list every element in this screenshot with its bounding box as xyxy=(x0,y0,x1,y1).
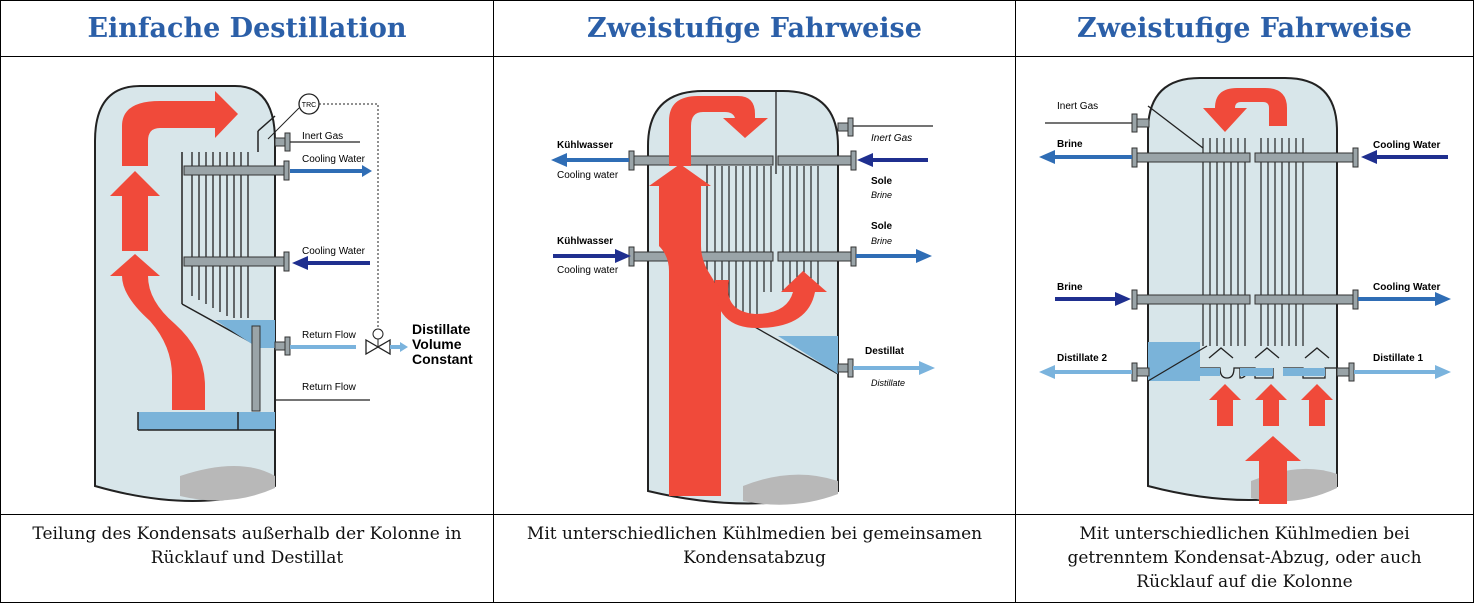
brine-1-label: Brine xyxy=(871,190,893,200)
kuehlwasser-2-label: Kühlwasser xyxy=(557,236,614,247)
cooling-water-2-label: Cooling Water xyxy=(302,246,365,257)
cooler-header-bottom-left xyxy=(1137,295,1250,304)
inert-gas-label: Inert Gas xyxy=(1057,101,1099,112)
panel-3-caption xyxy=(1015,514,1474,603)
return-flow-1-label: Return Flow xyxy=(302,330,356,341)
cooling-water-2-label: Cooling Water xyxy=(1373,282,1441,293)
cooler-header-top-right xyxy=(778,156,853,165)
inert-gas-label: Inert Gas xyxy=(302,131,344,142)
trc-label: TRC xyxy=(301,102,317,109)
distillate-label: Distillate xyxy=(871,378,906,388)
panel-3-title: Zweistufige Fahrweise xyxy=(1077,12,1412,44)
cooling-water-1-label: Cooling water xyxy=(557,170,619,181)
inert-gas-label: Inert Gas xyxy=(871,133,913,144)
cooler-header-top-right xyxy=(1255,153,1353,162)
panel-2-caption-line-2: Kondensatabzug xyxy=(683,548,826,568)
distillate-label-1: Distillate xyxy=(412,321,471,337)
return-flow-2-label: Return Flow xyxy=(302,382,356,393)
panel-3-caption-line-1: Mit unterschiedlichen Kühlmedien bei xyxy=(1079,524,1410,544)
distillate-1-label: Distillate 1 xyxy=(1373,353,1424,364)
cooling-water-2-label: Cooling water xyxy=(557,265,619,276)
distillate-2-liquid xyxy=(1148,342,1200,381)
vessel-body xyxy=(1148,78,1337,500)
cooler-header-top xyxy=(184,166,284,175)
panel-1-caption-line-2: Rücklauf und Destillat xyxy=(150,548,344,568)
cooler-header-bottom-right xyxy=(778,252,853,261)
panel-3-diagram xyxy=(1015,56,1474,514)
panel-3-caption-line-3: Rücklauf auf die Kolonne xyxy=(1136,572,1353,592)
panel-2-caption xyxy=(493,514,1016,603)
distillate-label-3: Constant xyxy=(412,351,473,367)
brine-2-label: Brine xyxy=(871,236,893,246)
standpipe xyxy=(252,326,260,411)
cooler-header-bottom-right xyxy=(1255,295,1353,304)
destillat-label: Destillat xyxy=(865,346,904,357)
panel-3-caption-line-2: getrenntem Kondensat-Abzug, oder auch xyxy=(1067,548,1422,568)
cooling-water-1-label: Cooling Water xyxy=(302,154,365,165)
cooler-header-bottom xyxy=(184,257,284,266)
panel-2-diagram xyxy=(493,56,1016,514)
panel-2-caption-line-1: Mit unterschiedlichen Kühlmedien bei gemeinsamen xyxy=(526,524,983,544)
cooler-header-top-left xyxy=(1137,153,1250,162)
panel-1-caption-line-1: Teilung des Kondensats außerhalb der Kolonne in xyxy=(32,524,462,544)
sole-1-label: Sole xyxy=(871,176,893,187)
kuehlwasser-1-label: Kühlwasser xyxy=(557,140,614,151)
brine-1-label: Brine xyxy=(1057,139,1083,150)
sole-2-label: Sole xyxy=(871,221,893,232)
panel-1-diagram xyxy=(0,56,494,514)
brine-2-label: Brine xyxy=(1057,282,1083,293)
distillate-label-2: Volume xyxy=(412,336,462,352)
panel-1-title: Einfache Destillation xyxy=(87,12,407,44)
panel-2-title: Zweistufige Fahrweise xyxy=(587,12,922,44)
distillate-2-label: Distillate 2 xyxy=(1057,353,1108,364)
sump-liquid xyxy=(138,412,275,430)
cooler-header-top-left xyxy=(633,156,773,165)
panel-1-caption xyxy=(0,514,494,603)
cooling-water-1-label: Cooling Water xyxy=(1373,140,1441,151)
